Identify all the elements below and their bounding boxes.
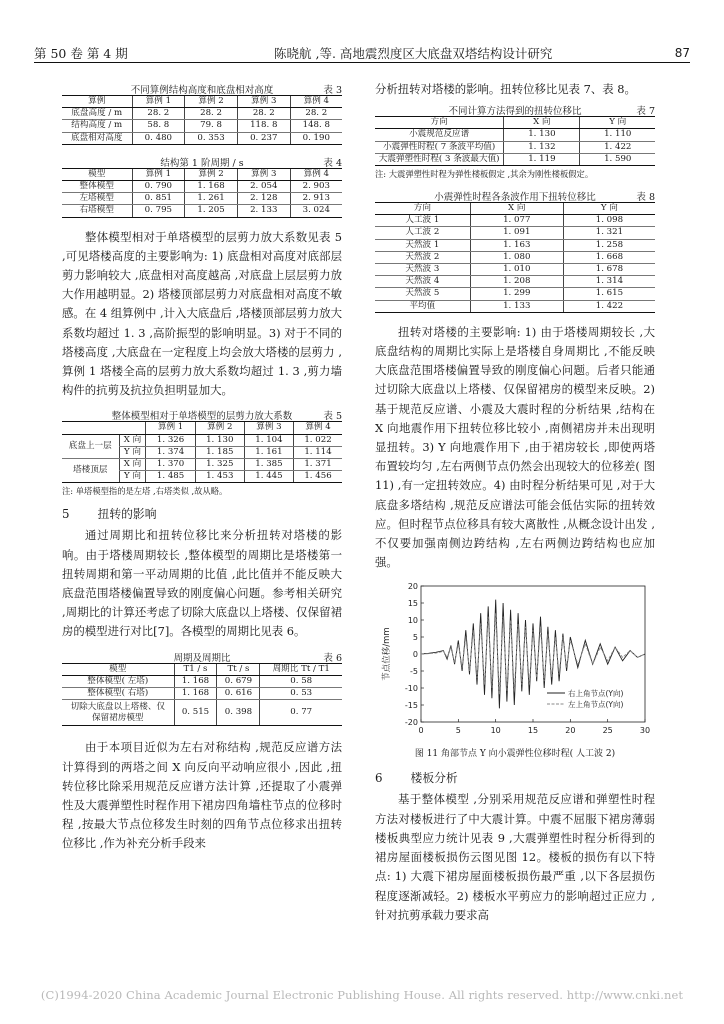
body-paragraph: 由于本项目近似为左右对称结构 ,规范反应谱方法计算得到的两塔之间 X 向反向平动响应很小 ,因此 ,扭转位移比除采用规范反应谱方法计算 ,还提取了小震弹性及大震弹塑性时程作用下裙房四角墙柱节点的位移时程 ,按最大节点位移发生时刻的四角节点位移求出扭转位移比 ,作为补充分析手段来 xyxy=(62,740,342,851)
table-row: 左塔模型 0. 851 1. 261 2. 128 2. 913 xyxy=(62,193,342,205)
table5-header: 算例 3 xyxy=(244,422,293,434)
table-row: 平均值 1. 133 1. 422 xyxy=(375,300,655,312)
section-number: 5 xyxy=(62,507,70,522)
y-tick-label: 10 xyxy=(407,616,418,626)
body-paragraph: 扭转对塔楼的主要影响: 1) 由于塔楼周期较长 ,大底盘结构的周期比实际上是塔楼自身周期比 ,不能反映大底盘范围塔楼偏置导致的刚度偏心问题。后者只能通过切除大底盘以上塔楼、仅保留裙房的模型来反映。2) 基于规范反应谱、小震及大震时程的分析结果 ,结构在 X 向地震作用下扭转位移比较小 ,南侧裙房并未出现明显扭转。3) Y 向地震作用下 ,由于裙房较长 ,即使两塔布置较均匀 ,左右两侧节点仍然会出现较大的位移差( 图 11) ,有一定扭转效应。4) 由时程分析结果可见 ,对于大底盘多塔结构 ,规范反应谱法可能会低估实际的扭转效应。但时程节点位移具有较大离散性 ,从概念设计出发 ,不仅要加强南侧边跨结构 ,左右两侧边跨结构也应加强。 xyxy=(375,324,655,570)
table4-header: 算例 4 xyxy=(290,168,342,180)
table3-caption: 不同算例结构高度和底盘相对高度 表 3 xyxy=(130,85,342,96)
table-row: 右塔模型 0. 795 1. 205 2. 133 3. 024 xyxy=(62,205,342,217)
legend-label: 右上角节点(Y向) xyxy=(568,689,624,699)
y-tick-label: -20 xyxy=(404,718,418,728)
body-paragraph: 分析扭转对塔楼的影响。扭转位移比见表 7、表 8。 xyxy=(375,82,636,96)
left-column xyxy=(62,82,342,854)
table-row: 小震规范反应谱 1. 130 1. 110 xyxy=(375,129,655,141)
table5-header: 算例 1 xyxy=(146,422,195,434)
y-tick-label: 15 xyxy=(407,599,418,609)
y-tick-label: 20 xyxy=(407,582,418,592)
table7-caption: 不同计算方法得到的扭转位移比 表 7 xyxy=(448,106,655,118)
table8-header: X 向 xyxy=(470,203,563,215)
figure-11 xyxy=(375,576,655,744)
table7-header: Y 向 xyxy=(580,117,655,129)
table-row: 底盘高度 / m 28. 2 28. 2 28. 2 28. 2 xyxy=(62,108,342,120)
table-row: 整体模型( 左塔) 1. 168 0. 679 0. 58 xyxy=(62,675,342,687)
section-heading xyxy=(62,505,342,524)
running-header xyxy=(34,42,690,63)
running-title: 陈晓航 ,等. 高地震烈度区大底盘双塔结构设计研究 xyxy=(274,46,553,61)
legend-label: 左上角节点(Y向) xyxy=(568,700,624,710)
table-row: 切除大底盘以上塔楼、仅保留裙房模型 0. 515 0. 398 0. 77 xyxy=(62,700,342,726)
section-title: 楼板分析 xyxy=(410,771,458,786)
x-tick-label: 15 xyxy=(527,726,539,736)
y-tick-label: -5 xyxy=(410,667,418,677)
table-row: 天然波 4 1. 208 1. 314 xyxy=(375,276,655,288)
table4-header: 算例 2 xyxy=(185,168,238,180)
table-row: 整体模型 0. 790 1. 168 2. 054 2. 903 xyxy=(62,181,342,193)
section-heading xyxy=(375,769,655,788)
table6-caption: 周期及周期比 表 6 xyxy=(173,652,342,664)
table5-header: 算例 2 xyxy=(195,422,244,434)
x-tick-label: 30 xyxy=(639,726,651,736)
journal-volume: 第 50 卷 第 4 期 xyxy=(34,46,128,61)
page-number: 87 xyxy=(674,46,690,60)
table4-caption: 结构第 1 阶周期 / s 表 4 xyxy=(160,157,342,169)
table5-note: 注: 单塔模型指的是左塔 ,右塔类似 ,故从略。 xyxy=(62,486,228,497)
table7-header: X 向 xyxy=(504,117,580,129)
table7 xyxy=(375,116,655,166)
x-tick-label: 25 xyxy=(602,726,613,736)
x-tick-label: 5 xyxy=(455,726,461,736)
y-tick-label: 5 xyxy=(412,633,418,643)
table-row: 大震弹塑性时程( 3 条波最大值) 1. 119 1. 590 xyxy=(375,153,655,165)
table6-header: 周期比 Tt / T1 xyxy=(260,663,342,675)
table3-header: 算例 1 xyxy=(132,96,185,108)
table4-header: 算例 3 xyxy=(237,168,290,180)
x-tick-label: 10 xyxy=(490,726,501,736)
table-row: 整体模型( 右塔) 1. 168 0. 616 0. 53 xyxy=(62,688,342,700)
table6 xyxy=(62,663,342,727)
displacement-chart xyxy=(375,576,655,744)
table-row: 小震弹性时程( 7 条波平均值) 1. 132 1. 422 xyxy=(375,141,655,153)
table-row: 天然波 3 1. 010 1. 678 xyxy=(375,264,655,276)
body-paragraph: 通过周期比和扭转位移比来分析扭转对塔楼的影响。由于塔楼周期较长 ,整体模型的周期比是塔楼第一扭转周期和第一平动周期的比值 ,此比值并不能反映大底盘范围塔楼偏置导致的刚度偏心问题。参考相关研究 ,周期比的计算还考虑了切除大底盘以上塔楼、仅保留裙房的模型进行对比[7]。各模型的周期比见表 6。 xyxy=(62,528,342,639)
table-row: 塔楼顶层 X 向 1. 370 1. 325 1. 385 1. 371 xyxy=(62,459,342,471)
x-tick-label: 20 xyxy=(565,726,576,736)
table8-header: Y 向 xyxy=(563,203,655,215)
body-paragraph: 整体模型相对于单塔模型的层剪力放大系数见表 5 ,可见塔楼高度的主要影响为: 1) 底盘相对高度对底部层剪力影响较大 ,底盘相对高度越高 ,对底盘上层层剪力放大作用越明显。2) 塔楼顶部层剪力对底盘相对高度不敏感。在 4 组算例中 ,计入大底盘后 ,塔楼顶部层剪力放大系数均超过 1. 3 ,高阶振型的影响明显。3) 对于不同的塔楼高度 ,大底盘在一定程度上均会放大塔楼的层剪力 ,算例 1 塔楼全高的层剪力放大系数均超过 1. 3 ,剪力墙构件的抗剪及抗拉负担明显加大。 xyxy=(62,229,342,398)
table3 xyxy=(62,95,342,145)
table-row: 人工波 1 1. 077 1. 098 xyxy=(375,215,655,227)
table8 xyxy=(375,202,655,313)
table-row: 结构高度 / m 58. 8 79. 8 118. 8 148. 8 xyxy=(62,120,342,132)
table6-header: Tt / s xyxy=(217,663,260,675)
table3-header: 算例 3 xyxy=(237,96,290,108)
table-row: 天然波 1 1. 163 1. 258 xyxy=(375,239,655,251)
figure-caption: 图 11 角部节点 Y 向小震弹性位移时程( 人工波 2) xyxy=(414,749,616,760)
table3-header: 算例 2 xyxy=(185,96,238,108)
table6-header: T1 / s xyxy=(174,663,217,675)
x-tick-label: 0 xyxy=(418,726,424,736)
body-paragraph: 基于整体模型 ,分别采用规范反应谱和弹塑性时程方法对楼板进行了中大震计算。中震不屈服下裙房薄弱楼板典型应力统计见表 9 ,大震弹塑性时程分析得到的裙房屋面楼板损伤云图见图 12。楼板的损伤有以下特点: 1) 大震下裙房屋面楼板损伤最严重 ,以下各层损伤程度逐渐减轻。2) 楼板水平剪应力的影响超过正应力 ,针对抗剪承载力要求高 xyxy=(375,792,655,922)
y-tick-label: -10 xyxy=(404,684,418,694)
table7-header: 方向 xyxy=(375,117,504,129)
table4 xyxy=(62,168,342,218)
table4-header: 模型 xyxy=(62,168,132,180)
table4-header: 算例 1 xyxy=(132,168,185,180)
table8-caption: 小震弹性时程各条波作用下扭转位移比 表 8 xyxy=(434,192,655,204)
table8-header: 方向 xyxy=(375,203,470,215)
table-row: 底盘相对高度 0. 480 0. 353 0. 237 0. 190 xyxy=(62,132,342,144)
table-row: 天然波 5 1. 299 1. 615 xyxy=(375,288,655,300)
table3-header: 算例 xyxy=(62,96,132,108)
table-row: Y 向 1. 485 1. 453 1. 445 1. 456 xyxy=(62,471,342,483)
section-title: 扭转的影响 xyxy=(97,507,157,522)
table-row: 天然波 2 1. 080 1. 668 xyxy=(375,251,655,263)
table5-caption: 整体模型相对于单塔模型的层剪力放大系数 表 5 xyxy=(111,411,342,423)
table-row: Y 向 1. 374 1. 185 1. 161 1. 114 xyxy=(62,446,342,458)
copyright-footer: (C)1994-2020 China Academic Journal Electronic Publishing House. All rights reserved. http://www.cnki.net xyxy=(40,988,684,1002)
y-axis-label: 节点位移/mm xyxy=(382,627,392,682)
right-column xyxy=(375,80,655,925)
table5 xyxy=(62,421,342,483)
table5-header: 算例 4 xyxy=(294,422,342,434)
table3-header: 算例 4 xyxy=(290,96,342,108)
table6-header: 模型 xyxy=(62,663,174,675)
table7-note: 注: 大震弹塑性时程为弹性楼板假定 ,其余为刚性楼板假定。 xyxy=(375,169,594,180)
y-tick-label: 0 xyxy=(412,650,418,660)
y-tick-label: -15 xyxy=(404,701,418,711)
table-row: 人工波 2 1. 091 1. 321 xyxy=(375,227,655,239)
section-number: 6 xyxy=(375,771,383,786)
table5-header xyxy=(62,422,146,434)
table-row: 底盘上一层 X 向 1. 326 1. 130 1. 104 1. 022 xyxy=(62,434,342,446)
